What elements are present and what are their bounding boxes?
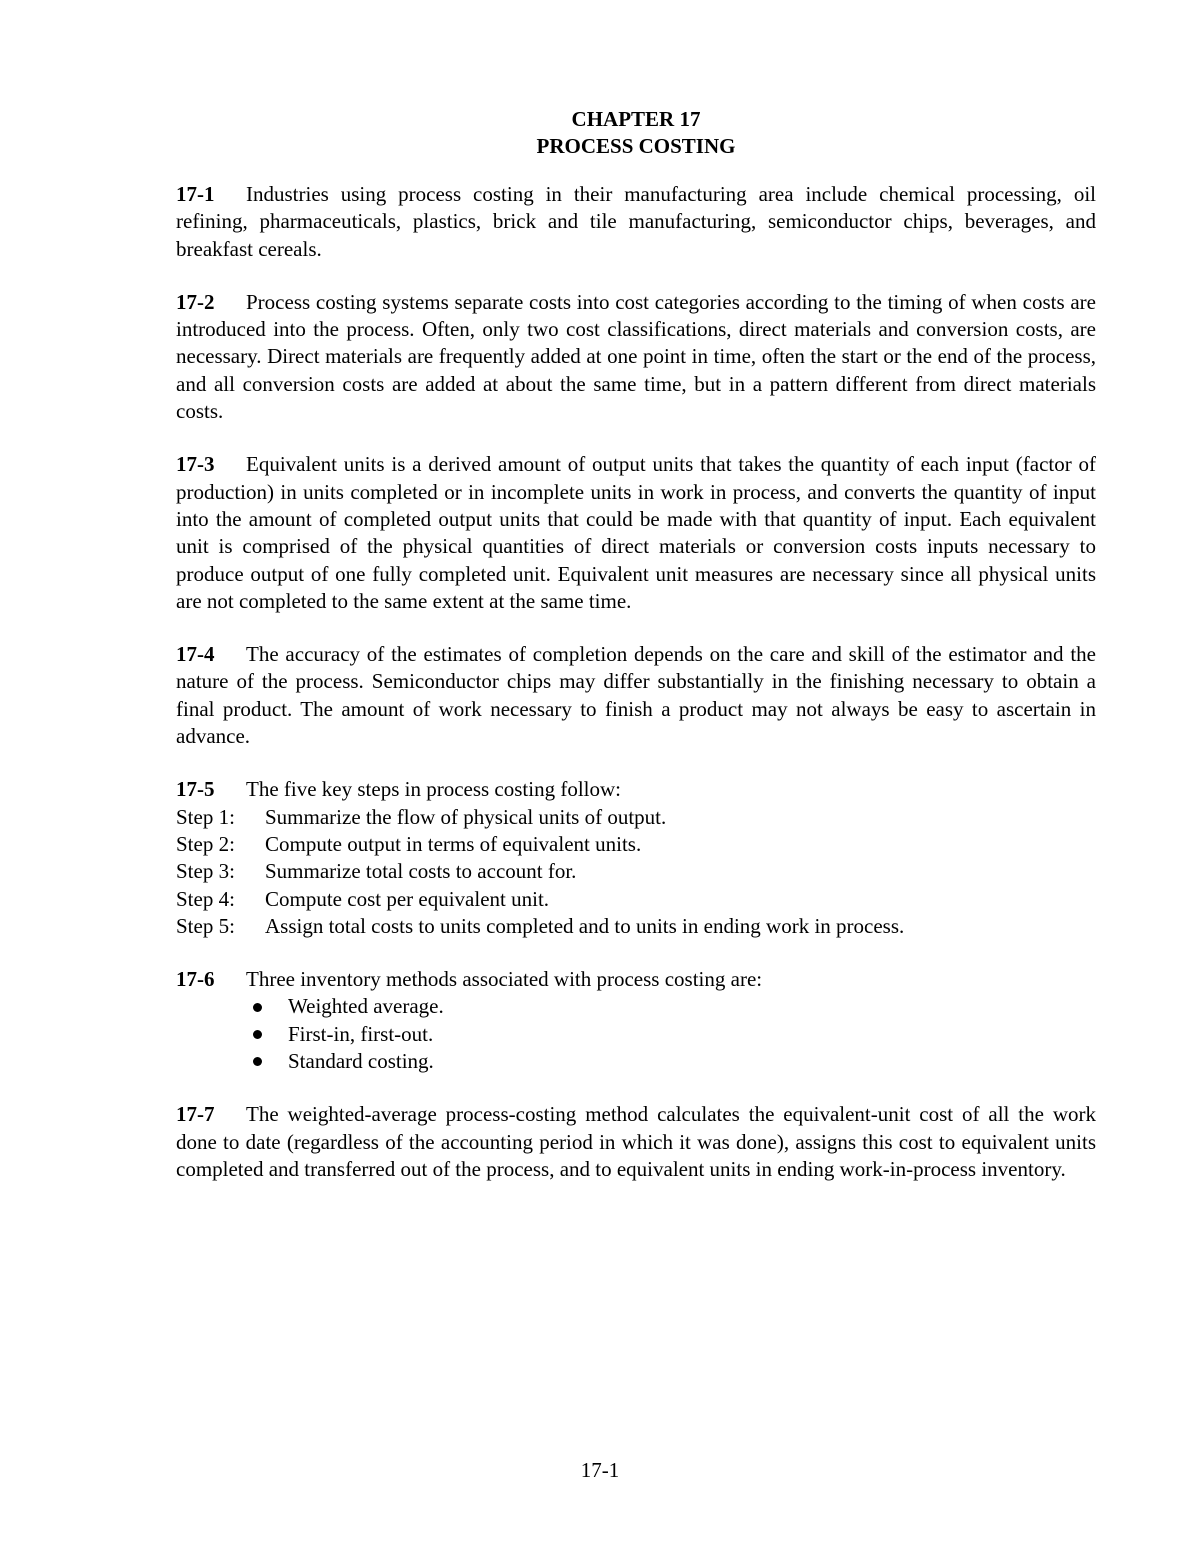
list-item [247,993,1096,1020]
question-17-5 [176,776,1096,940]
question-17-2 [176,289,1096,425]
step-label: Step 2: [176,831,235,856]
question-17-4 [176,641,1096,750]
question-number: 17-3 [176,452,215,477]
step-text: Summarize the flow of physical units of output. [265,804,667,829]
methods-list [176,993,1096,1075]
question-number: 17-5 [176,777,215,802]
step-item [176,858,1096,885]
question-intro [176,776,1096,803]
question-text: Industries using process costing in their manufacturing area include chemical processing, oil refining, pharmaceuticals, plastics, brick and tile manufacturing, semiconductor chips, beverages, and breakfast cereals. [176,182,1096,261]
question-intro [176,966,1096,993]
question-text: Equivalent units is a derived amount of output units that takes the quantity of each input (factor of production) in units completed or in incomplete units in work in process, and converts the quantity of input into the amount of completed output units that could be made with that quantity of input. Each equivalent unit is comprised of the physical quantities of direct materials or conversion costs inputs necessary to produce output of one fully completed unit. Equivalent unit measures are necessary since all physical units are not completed to the same extent at the same time. [176,452,1096,613]
list-item-text: Weighted average. [288,994,444,1019]
question-text: The weighted-average process-costing method calculates the equivalent-unit cost of all the work done to date (regardless of the accounting period in which it was done), assigns this cost to equivalent units completed and transferred out of the process, and to equivalent units in ending work-in-process inventory. [176,1102,1096,1181]
step-item [176,804,1096,831]
steps-list [176,804,1096,940]
list-item-text: First-in, first-out. [288,1021,434,1046]
page-content [176,106,1096,1209]
step-label: Step 5: [176,913,235,938]
chapter-number: CHAPTER 17 [571,107,701,131]
step-label: Step 3: [176,859,235,884]
step-label: Step 1: [176,804,235,829]
step-item [176,886,1096,913]
step-text: Summarize total costs to account for. [265,859,577,884]
list-item [247,1048,1096,1075]
question-number: 17-1 [176,182,215,206]
step-text: Compute output in terms of equivalent units. [265,831,642,856]
chapter-title: PROCESS COSTING [536,134,736,158]
step-text: Assign total costs to units completed and to units in ending work in process. [265,913,905,938]
list-item-text: Standard costing. [288,1049,434,1074]
question-text: The five key steps in process costing follow: [246,777,622,802]
question-text: The accuracy of the estimates of completion depends on the care and skill of the estimator and the nature of the process. Semiconductor chips may differ substantially in the finishing necessary to obtain a final product. The amount of work necessary to finish a product may not always be easy to ascertain in advance. [176,642,1096,749]
question-number: 17-4 [176,642,215,667]
bullet-icon [253,1030,262,1039]
question-number: 17-7 [176,1102,215,1127]
question-17-6 [176,966,1096,1075]
step-item [176,913,1096,940]
bullet-icon [253,1057,262,1066]
question-17-7 [176,1101,1096,1183]
step-text: Compute cost per equivalent unit. [265,886,550,911]
bullet-icon [253,1003,262,1012]
question-number: 17-2 [176,289,215,314]
question-text: Process costing systems separate costs into cost categories according to the timing of when costs are introduced into the process. Often, only two cost classifications, direct materials and conversion costs, are necessary. Direct materials are frequently added at one point in time, often the start or the end of the process, and all conversion costs are added at about the same time, but in a pattern different from direct materials costs. [176,289,1096,424]
question-number: 17-6 [176,967,215,992]
question-17-3 [176,451,1096,615]
question-17-1 [176,181,1096,263]
question-text: Three inventory methods associated with process costing are: [246,967,763,992]
list-item [247,1021,1096,1048]
step-item [176,831,1096,858]
page-number: 17-1 [580,1458,620,1482]
chapter-heading [176,106,1096,160]
step-label: Step 4: [176,886,235,911]
